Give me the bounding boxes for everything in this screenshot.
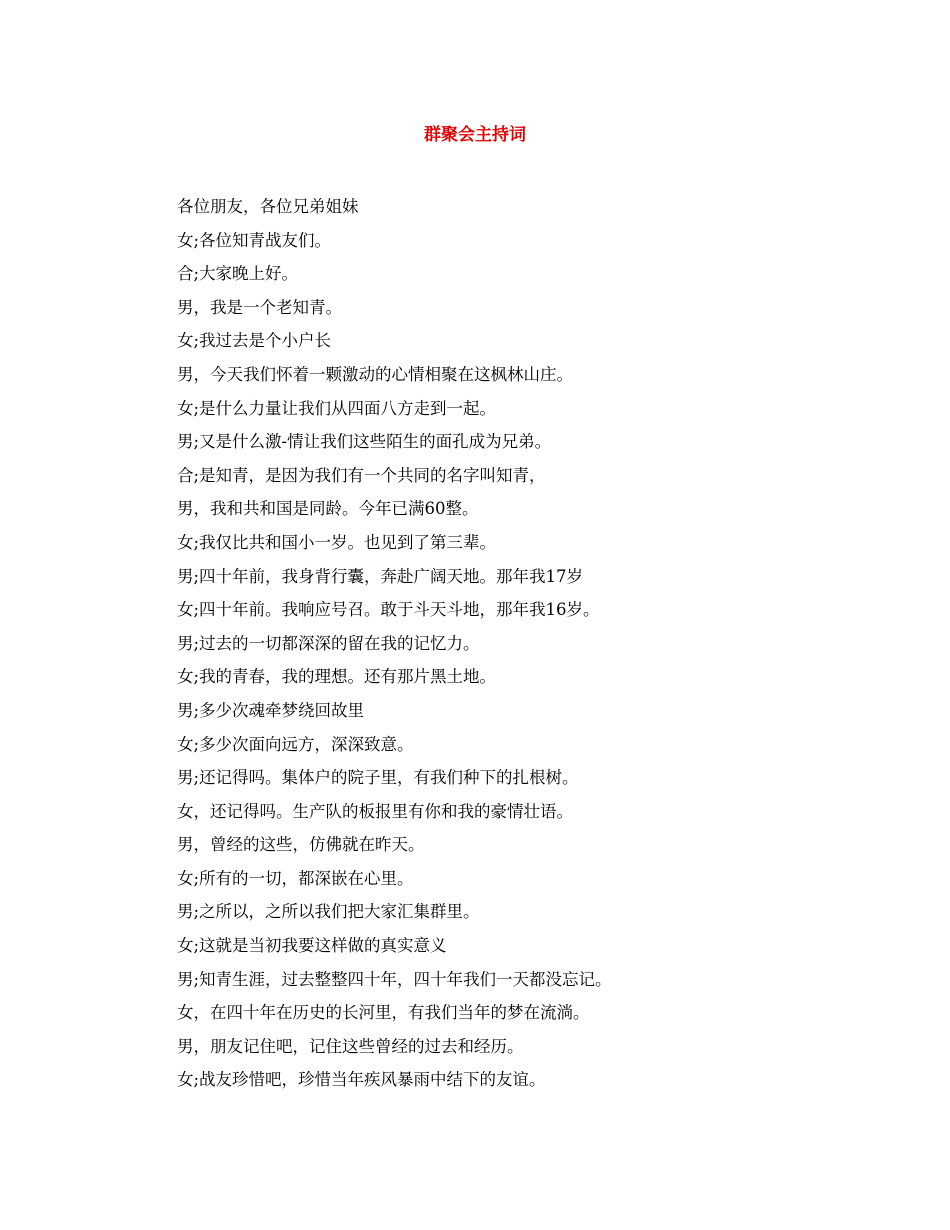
script-line: 女，还记得吗。生产队的板报里有你和我的豪情壮语。 <box>177 801 573 821</box>
script-line: 男，朋友记住吧，记住这些曾经的过去和经历。 <box>177 1036 524 1056</box>
script-line: 女;各位知青战友们。 <box>177 230 332 250</box>
script-line: 女;是什么力量让我们从四面八方走到一起。 <box>177 398 497 418</box>
script-lines <box>177 193 877 1100</box>
script-line: 男;四十年前，我身背行囊，奔赴广阔天地。那年我17岁 <box>177 566 584 586</box>
script-line: 合;是知青，是因为我们有一个共同的名字叫知青， <box>177 465 546 485</box>
script-line: 男;多少次魂牵梦绕回故里 <box>177 700 365 720</box>
script-line: 男;又是什么激-情让我们这些陌生的面孔成为兄弟。 <box>177 432 552 452</box>
script-line: 女;战友珍惜吧，珍惜当年疾风暴雨中结下的友谊。 <box>177 1070 546 1090</box>
script-line: 女;我仅比共和国小一岁。也见到了第三辈。 <box>177 532 497 552</box>
script-line: 女，在四十年在历史的长河里，有我们当年的梦在流淌。 <box>177 1003 590 1023</box>
script-line: 男，今天我们怀着一颗激动的心情相聚在这枫林山庄。 <box>177 364 573 384</box>
script-line: 男;知青生涯，过去整整四十年，四十年我们一天都没忘记。 <box>177 969 612 989</box>
script-line: 男;还记得吗。集体户的院子里，有我们种下的扎根树。 <box>177 768 579 788</box>
script-line: 合;大家晚上好。 <box>177 264 299 284</box>
script-line: 女;这就是当初我要这样做的真实意义 <box>177 936 447 956</box>
script-line: 女;多少次面向远方，深深致意。 <box>177 734 414 754</box>
script-line: 女;我过去是个小户长 <box>177 331 332 351</box>
script-line: 男，曾经的这些，仿佛就在昨天。 <box>177 835 425 855</box>
script-line: 男，我是一个老知青。 <box>177 297 342 317</box>
script-line: 女;我的青春，我的理想。还有那片黑土地。 <box>177 667 497 687</box>
script-line: 女;所有的一切，都深嵌在心里。 <box>177 868 414 888</box>
script-line: 女;四十年前。我响应号召。敢于斗天斗地，那年我16岁。 <box>177 600 600 620</box>
script-line: 男;之所以，之所以我们把大家汇集群里。 <box>177 902 480 922</box>
script-line: 男，我和共和国是同龄。今年已满60整。 <box>177 499 479 519</box>
script-line: 各位朋友，各位兄弟姐妹 <box>177 197 359 216</box>
script-line: 男;过去的一切都深深的留在我的记忆力。 <box>177 633 480 653</box>
document-title: 群聚会主持词 <box>424 125 526 145</box>
